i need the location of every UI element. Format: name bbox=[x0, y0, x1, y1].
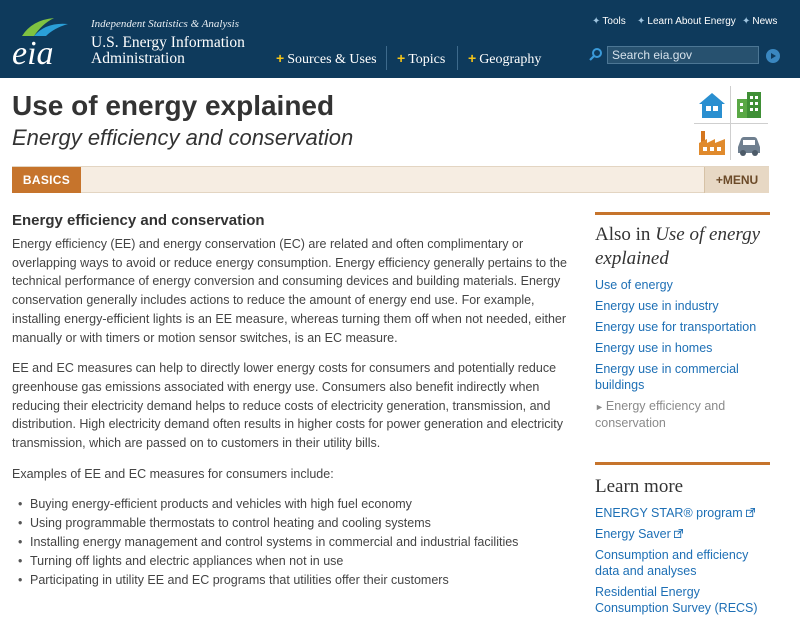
page-title: Use of energy explained bbox=[12, 90, 335, 121]
list-item bbox=[595, 319, 770, 335]
learn-more-box bbox=[595, 462, 770, 616]
list-item: • Participating in utility EE and EC programs that utilities offer their customers bbox=[12, 571, 572, 590]
external-link-icon bbox=[674, 529, 683, 538]
section-tab-bar bbox=[12, 166, 769, 193]
current-page-label: Energy efficiency and conservation bbox=[595, 399, 726, 430]
agency-line-2: Administration bbox=[91, 50, 185, 67]
list-item: • Using programmable thermostats to control heating and cooling systems bbox=[12, 514, 572, 533]
list-item bbox=[595, 526, 770, 542]
learn-about-energy-label: Learn About Energy bbox=[647, 16, 736, 27]
car-icon[interactable] bbox=[734, 128, 764, 158]
link-use-of-energy[interactable]: Use of energy bbox=[595, 278, 673, 292]
home-icon[interactable] bbox=[697, 90, 727, 120]
learn-about-energy-link[interactable] bbox=[637, 16, 736, 27]
divider bbox=[694, 123, 768, 124]
list-item bbox=[595, 277, 770, 293]
also-in-title bbox=[595, 223, 770, 271]
list-item bbox=[595, 298, 770, 314]
external-link-icon bbox=[746, 508, 755, 517]
plus-icon: + bbox=[468, 50, 477, 66]
nav-topics-label: Topics bbox=[408, 52, 446, 67]
list-item: • Installing energy management and control systems in commercial and industrial facilities bbox=[12, 533, 572, 552]
commercial-building-icon[interactable] bbox=[734, 89, 764, 119]
also-in-series-name: Use of energy explained bbox=[595, 224, 761, 269]
link-energy-use-transportation[interactable]: Energy use for transportation bbox=[595, 320, 757, 334]
list-item bbox=[595, 547, 770, 579]
sector-icons bbox=[694, 86, 768, 160]
nav-topics[interactable] bbox=[397, 46, 445, 70]
list-item bbox=[595, 340, 770, 356]
menu-button[interactable]: +MENU bbox=[704, 167, 769, 193]
agency-name[interactable] bbox=[91, 35, 245, 67]
list-item bbox=[595, 361, 770, 393]
examples-list bbox=[12, 495, 572, 590]
link-energy-use-industry[interactable]: Energy use in industry bbox=[595, 299, 719, 313]
article-paragraph: Energy efficiency (EE) and energy conservation (EC) are related and often complimentary or overlapping ways to avoid or reduce energy consumption. Energy efficiency generally pertains to the technical performance of energy conversion and consuming devices and building materials. Energy conservation generally includes actions to reduce the amount of energy end use. For example, installing energy-efficient lights is an EE measure, whereas turning them off when not needed, either manually or with timers or motion sensor switches, is an EC measure. bbox=[12, 237, 567, 345]
nav-divider bbox=[457, 46, 458, 70]
link-energy-star-label: ENERGY STAR® program bbox=[595, 506, 743, 520]
also-in-prefix: Also in bbox=[595, 224, 656, 245]
learn-more-links bbox=[595, 505, 770, 616]
link-recs[interactable]: Residential Energy Consumption Survey (RECS) bbox=[595, 585, 758, 615]
eia-logo[interactable] bbox=[12, 14, 78, 70]
link-energy-saver-label: Energy Saver bbox=[595, 527, 671, 541]
agency-line-1: U.S. Energy Information bbox=[91, 34, 245, 51]
list-item bbox=[595, 584, 770, 616]
link-energy-saver[interactable] bbox=[595, 527, 683, 541]
tools-link-label: Tools bbox=[602, 16, 626, 27]
search-submit-button[interactable] bbox=[766, 49, 780, 63]
list-item: • Turning off lights and electric appliances when not in use bbox=[12, 552, 572, 571]
plus-icon: ✦ bbox=[742, 16, 751, 27]
site-header bbox=[0, 0, 800, 78]
article-heading: Energy efficiency and conservation bbox=[12, 212, 265, 229]
logo-text: eia bbox=[12, 35, 54, 72]
nav-geography-label: Geography bbox=[479, 52, 542, 67]
plus-icon: + bbox=[397, 50, 406, 66]
tagline: Independent Statistics & Analysis bbox=[91, 18, 239, 30]
page-subtitle: Energy efficiency and conservation bbox=[12, 125, 354, 150]
news-link-label: News bbox=[752, 16, 778, 27]
also-in-links bbox=[595, 277, 770, 431]
current-page-item bbox=[595, 398, 770, 431]
article bbox=[12, 212, 572, 590]
link-consumption-efficiency[interactable]: Consumption and efficiency data and analyses bbox=[595, 548, 749, 578]
article-paragraph: EE and EC measures can help to directly lower energy costs for consumers and potentially reduce greenhouse gas emissions associated with energy use. Consumers also benefit indirectly when reducing their electricity demand helps to reduce costs of electricity generation, transmission, and distribution. High electricity demand often results in higher costs for power generation and electricity transmission, which are passed on to customers in their utility bills. bbox=[12, 361, 563, 451]
nav-geography[interactable] bbox=[468, 46, 541, 70]
link-energy-use-commercial[interactable]: Energy use in commercial buildings bbox=[595, 362, 739, 392]
also-in-box bbox=[595, 212, 770, 431]
article-paragraph: Examples of EE and EC measures for consumers include: bbox=[12, 466, 334, 481]
list-item: • Buying energy-efficient products and vehicles with high fuel economy bbox=[12, 495, 572, 514]
list-item bbox=[595, 505, 770, 521]
tab-basics[interactable]: BASICS bbox=[12, 167, 81, 193]
news-link[interactable] bbox=[742, 16, 777, 27]
link-energy-use-homes[interactable]: Energy use in homes bbox=[595, 341, 713, 355]
link-energy-star[interactable] bbox=[595, 506, 755, 520]
plus-icon: + bbox=[276, 50, 285, 66]
plus-icon: ✦ bbox=[592, 16, 601, 27]
search-icon bbox=[589, 47, 603, 61]
nav-sources-uses[interactable] bbox=[276, 46, 377, 70]
sidebar bbox=[595, 212, 770, 621]
industry-icon[interactable] bbox=[697, 127, 727, 157]
tools-link[interactable] bbox=[592, 16, 626, 27]
nav-divider bbox=[386, 46, 387, 70]
nav-sources-uses-label: Sources & Uses bbox=[287, 52, 377, 67]
plus-icon: ✦ bbox=[637, 16, 646, 27]
learn-more-title: Learn more bbox=[595, 476, 684, 497]
search-input[interactable] bbox=[607, 46, 759, 64]
triangle-right-icon: ► bbox=[595, 402, 604, 412]
